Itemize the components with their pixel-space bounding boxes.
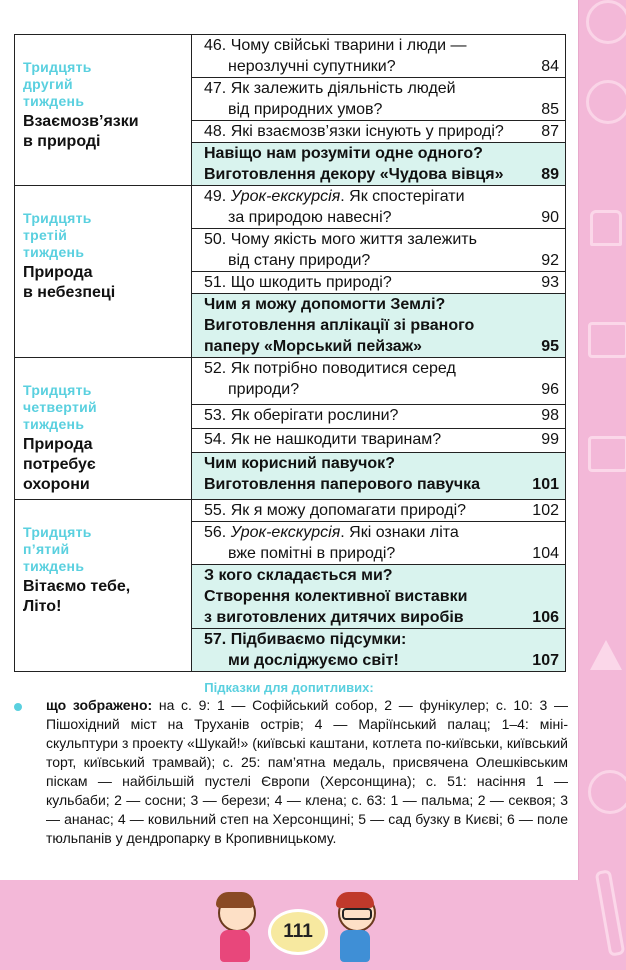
week-cell [15, 35, 192, 186]
lesson-title-continued: з виготовлених дитячих виробів [204, 609, 464, 626]
lesson-title-continued: Виготовлення декору «Чудова вівця» [204, 166, 504, 183]
week-title: Природа в небезпеці [23, 264, 116, 301]
lesson-highlight-cell [192, 565, 566, 629]
lesson-title: Чим корисний павучок? [204, 455, 395, 472]
page-ref: 107 [532, 652, 559, 669]
page-ref: 102 [532, 502, 559, 519]
lesson-title-continued: нерозлучні супутники? [228, 58, 396, 75]
page-ref: 95 [541, 338, 559, 355]
lesson-title-continued: природи? [228, 381, 300, 398]
lesson-cell [192, 121, 566, 143]
lesson-title: Чим я можу допомогти Землі? [204, 296, 446, 313]
lesson-title: З кого складається ми? [204, 567, 393, 584]
pear-icon [588, 770, 626, 814]
lesson-title [198, 523, 559, 543]
page-ref: 90 [541, 209, 559, 226]
laptop-icon [588, 322, 626, 358]
week-label: Тридцять третій тиждень [23, 210, 92, 260]
hints-lead: що зображено: [46, 697, 153, 713]
lesson-title-rest: . Як спостерігати [340, 188, 465, 205]
lesson-title-continued: вже помітні в природі? [228, 545, 396, 562]
hints-body: на с. 9: 1 — Софійський собор, 2 — фунікулер; с. 10: 3 — Пішохідний міст на Труханів острів; 4 — Маріїнський палац; 1–4: міні-скульптури з проекту «Шукай!» (київські каштани, котлета по-київськи, київський торт, київський трамвай); с. 25: пам’ятна медаль, присвячена Олешківським піскам — найбільшій пустелі Європи (Херсонщина); с. 51: насіння 1 — кульбаби; 2 — сосни; 3 — берези; 4 — клена; с. 63: 1 — пальма; 2 — секвоя; 3 — ананас; 4 — ковильний степ на Херсонщині; 5 — сад бузку в Києві; 6 — поле тюльпанів у дендропарку в Кропивницькому. [46, 697, 569, 846]
lesson-cell [192, 78, 566, 121]
week-cell [15, 358, 192, 500]
table-row [15, 35, 566, 78]
lesson-title: 50. Чому якість мого життя залежить [204, 231, 477, 248]
lesson-title-continued: за природою навесні? [228, 209, 392, 226]
book-icon [588, 436, 626, 472]
lesson-number: 49. [204, 188, 231, 205]
page-ref: 99 [541, 430, 559, 448]
page-ref: 106 [532, 609, 559, 626]
lesson-cell [192, 358, 566, 405]
week-label: Тридцять четвертий тиждень [23, 382, 97, 432]
lesson-title-rest: . Які ознаки літа [340, 524, 459, 541]
lesson-highlight-cell [192, 453, 566, 500]
page-ref: 84 [541, 58, 559, 75]
lesson-cell [192, 272, 566, 294]
lesson-title-continued: від стану природи? [228, 252, 371, 269]
week-label: Тридцять п’ятий тиждень [23, 524, 92, 574]
lesson-highlight-cell [192, 629, 566, 672]
page-number: 111 [268, 909, 328, 955]
flask-icon [590, 640, 622, 670]
lesson-cell [192, 428, 566, 452]
lesson-title: 51. Що шкодить природі? [204, 274, 392, 291]
lesson-title: 54. Як не нашкодити тваринам? [204, 430, 442, 448]
lesson-cell [192, 404, 566, 428]
globe-icon [586, 80, 626, 124]
lesson-title-continued: Виготовлення паперового павучка [204, 476, 481, 493]
page-ref: 96 [541, 381, 559, 398]
lesson-cell [192, 500, 566, 522]
bullet-icon [14, 703, 22, 711]
girl-illustration [214, 894, 256, 964]
lesson-cell [192, 522, 566, 565]
page-ref: 85 [541, 101, 559, 118]
week-title: Взаємозв’язки в природі [23, 113, 139, 150]
lesson-highlight-cell [192, 143, 566, 186]
week-label: Тридцять другий тиждень [23, 59, 92, 109]
table-row [15, 500, 566, 522]
page-ref: 104 [532, 545, 559, 562]
lesson-title: Навіщо нам розуміти одне одного? [204, 145, 483, 162]
lesson-number: 56. [204, 524, 231, 541]
lesson-title-continued: паперу «Морський пейзаж» [204, 338, 422, 355]
week-title: Природа потребує охорони [23, 436, 96, 493]
lesson-title: 53. Як оберігати рослини? [204, 406, 399, 424]
lesson-title: 52. Як потрібно поводитися серед [204, 360, 456, 377]
lesson-title: 46. Чому свійські тварини і люди — [204, 37, 467, 54]
table-row [15, 358, 566, 405]
lesson-title: 48. Які взаємозв’язки існують у природі? [204, 123, 504, 140]
lesson-title-continued: Виготовлення аплікації зі рваного [204, 317, 475, 334]
table-of-contents [14, 34, 566, 672]
lesson-highlight-cell [192, 294, 566, 358]
lesson-title-continued: ми досліджуємо світ! [228, 652, 399, 669]
lesson-title: 57. Підбиваємо підсумки: [204, 631, 407, 648]
lesson-title: 47. Як залежить діяльність людей [204, 80, 456, 97]
lesson-type: Урок-екскурсія [230, 188, 341, 205]
lesson-cell [192, 186, 566, 229]
page-ref: 101 [532, 476, 559, 493]
lesson-title [198, 187, 559, 207]
page-ref: 89 [541, 166, 559, 183]
puzzle-icon [590, 210, 622, 246]
hints-text [46, 696, 568, 848]
week-title: Вітаємо тебе, Літо! [23, 578, 131, 615]
lesson-title-continued: від природних умов? [228, 101, 383, 118]
page-ref: 87 [541, 123, 559, 140]
page-ref: 98 [541, 406, 559, 424]
page-ref: 93 [541, 274, 559, 291]
lesson-cell [192, 229, 566, 272]
pen-icon [595, 869, 626, 956]
week-cell [15, 186, 192, 358]
boy-illustration [334, 894, 376, 964]
hints-title: Підказки для допитливих: [204, 680, 374, 695]
lesson-cell [192, 35, 566, 78]
week-cell [15, 500, 192, 672]
lesson-type: Урок-екскурсія [230, 524, 341, 541]
lesson-title-continued: Створення колективної виставки [204, 588, 468, 605]
lesson-title: 55. Як я можу допомагати природі? [204, 502, 467, 519]
page-ref: 92 [541, 252, 559, 269]
circle-decoration-icon [586, 0, 626, 44]
table-row [15, 186, 566, 229]
